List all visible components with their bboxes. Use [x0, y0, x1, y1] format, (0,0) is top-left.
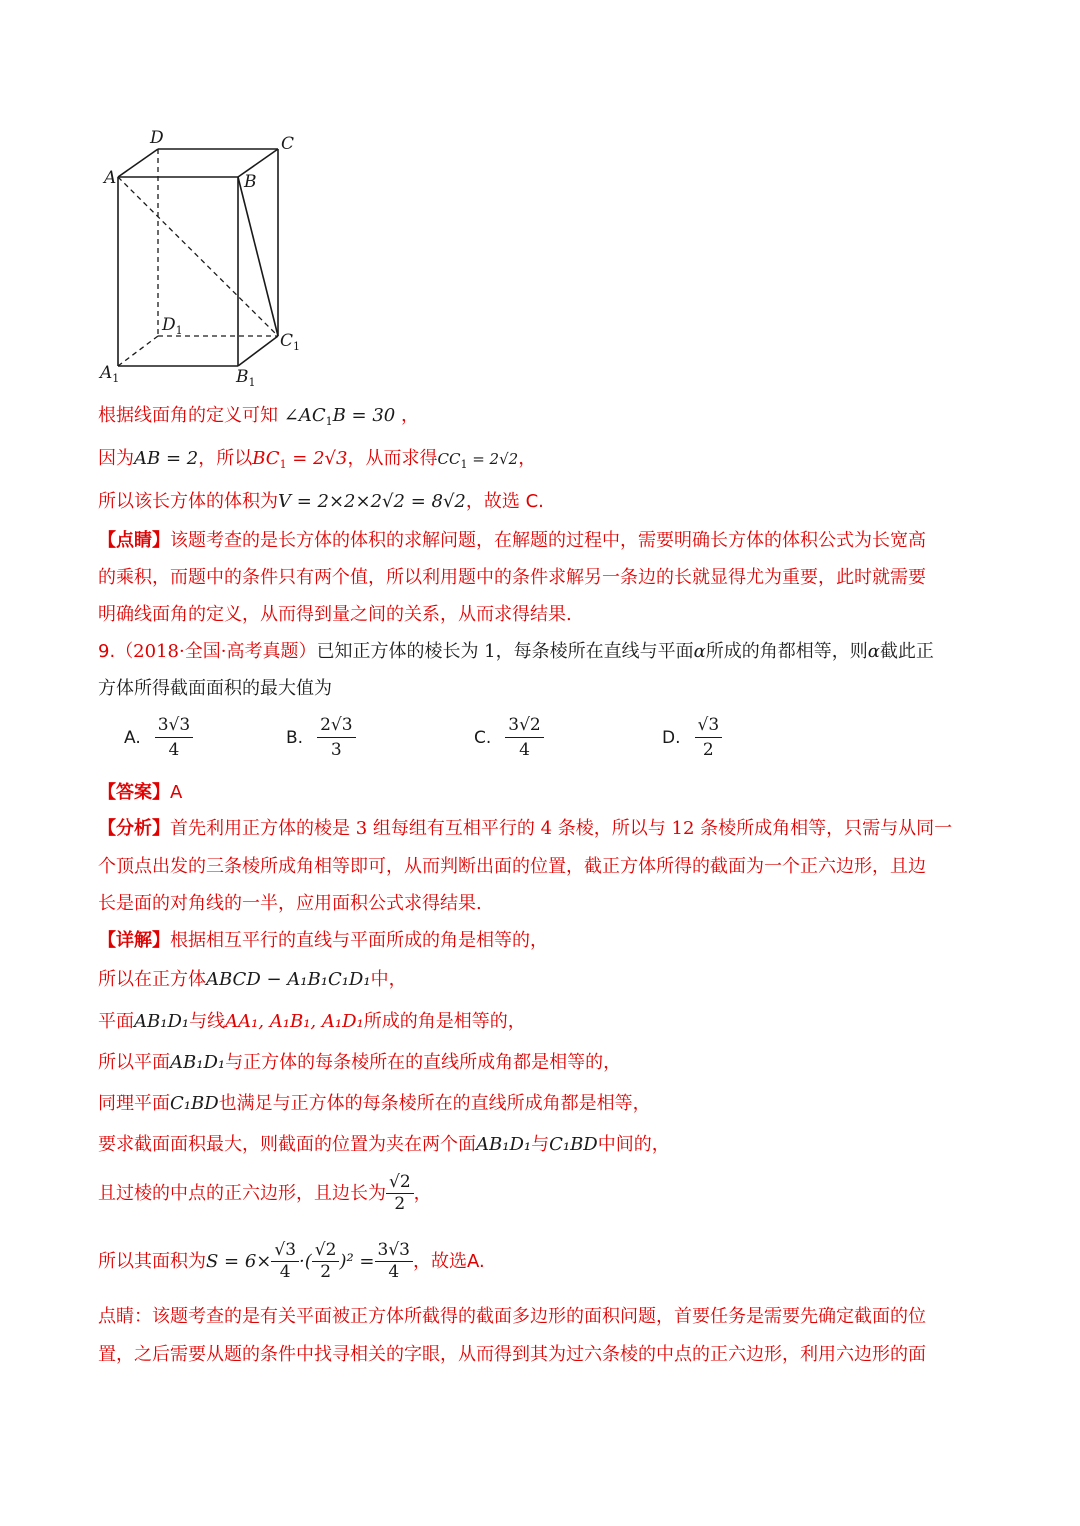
option-d[interactable]: D. $\frac{√3}{2}$: [662, 715, 722, 760]
tip8-line2: 的乘积，而题中的条件只有两个值，所以利用题中的条件求解另一条边的长就显得尤为重要，此时就需要: [98, 567, 926, 588]
angle-expr: $\angle AC_1B = 30$: [283, 405, 396, 428]
detail9-line8: 所以其面积为 S = 6× $\frac{√3}{4}$ ·( $\frac{√2}{2}$ )² = $\frac{3√3}{4}$ ，故选 A.: [98, 1240, 485, 1282]
detail9-line1: 【详解】根据相互平行的直线与平面所成的角是相等的，: [98, 930, 548, 951]
label-B1: $B_1$: [236, 367, 256, 388]
label-C1: $C_1$: [280, 331, 301, 353]
label-B: B: [244, 172, 257, 192]
analysis9-line3: 长是面的对角线的一半，应用面积公式求得结果.: [98, 893, 482, 914]
analysis9-line2: 个顶点出发的三条棱所成角相等即可，从而判断出面的位置，截正方体所得的截面为一个正六边形，且边: [98, 856, 926, 877]
tip8-line3: 明确线面角的定义，从而得到量之间的关系，从而求得结果.: [98, 604, 572, 625]
question9-stem-line2: 方体所得截面面积的最大值为: [98, 678, 332, 699]
detail9-line2: 所以在正方体ABCD − A₁B₁C₁D₁中，: [98, 969, 407, 990]
tip8-line1: 【点睛】该题考查的是长方体的体积的求解问题，在解题的过程中，需要明确长方体的体积公式为长宽高: [98, 530, 926, 551]
label-C: C: [281, 134, 295, 154]
cuboid-figure: [96, 128, 316, 388]
label-A1: $A_1$: [100, 363, 120, 385]
option-b[interactable]: B. $\frac{2√3}{3}$: [286, 715, 356, 760]
answer9: 【答案】A: [98, 782, 183, 803]
detail9-line5: 同理平面C₁BD也满足与正方体的每条棱所在的直线所成角都是相等，: [98, 1093, 651, 1114]
tip9-line2: 置，之后需要从题的条件中找寻相关的字眼，从而得到其为过六条棱的中点的正六边形，利用六边形的面: [98, 1344, 926, 1365]
option-c[interactable]: C. $\frac{3√2}{4}$: [474, 715, 544, 760]
option-a[interactable]: A. $\frac{3√3}{4}$: [124, 715, 193, 760]
detail9-line6: 要求截面面积最大，则截面的位置为夹在两个面AB₁D₁与C₁BD中间的，: [98, 1134, 670, 1155]
question9-stem-line1: 9.（2018·全国·高考真题）已知正方体的棱长为 1，每条棱所在直线与平面α所成的角都相等，则α截此正: [98, 641, 934, 662]
label-A: A: [104, 168, 117, 188]
analysis9-line1: 【分析】首先利用正方体的棱是 3 组每组有互相平行的 4 条棱，所以与 12 条棱所成角相等，只需与从同一: [98, 818, 953, 839]
tip9-line1: 点睛：该题考查的是有关平面被正方体所截得的截面多边形的面积问题，首要任务是需要先确定截面的位: [98, 1306, 926, 1327]
solution8-line3: 所以该长方体的体积为V = 2×2×2√2 = 8√2，故选 C.: [98, 491, 544, 512]
detail9-line4: 所以平面AB₁D₁与正方体的每条棱所在的直线所成角都是相等的，: [98, 1052, 622, 1073]
label-D: D: [150, 128, 164, 148]
detail9-line3: 平面AB₁D₁与线AA₁, A₁B₁, A₁D₁所成的角是相等的，: [98, 1011, 526, 1032]
solution8-line2: 因为AB = 2，所以$BC_1 = 2√3$，从而求得$CC_1 = 2√2$，: [98, 448, 537, 471]
detail9-line7: 且过棱的中点的正六边形，且边长为 $\frac{√2}{2}$ ，: [98, 1172, 432, 1214]
solution8-line1: 根据线面角的定义可知 $\angle AC_1B = 30$ ，: [98, 405, 419, 428]
label-D1: $D_1$: [162, 315, 183, 337]
